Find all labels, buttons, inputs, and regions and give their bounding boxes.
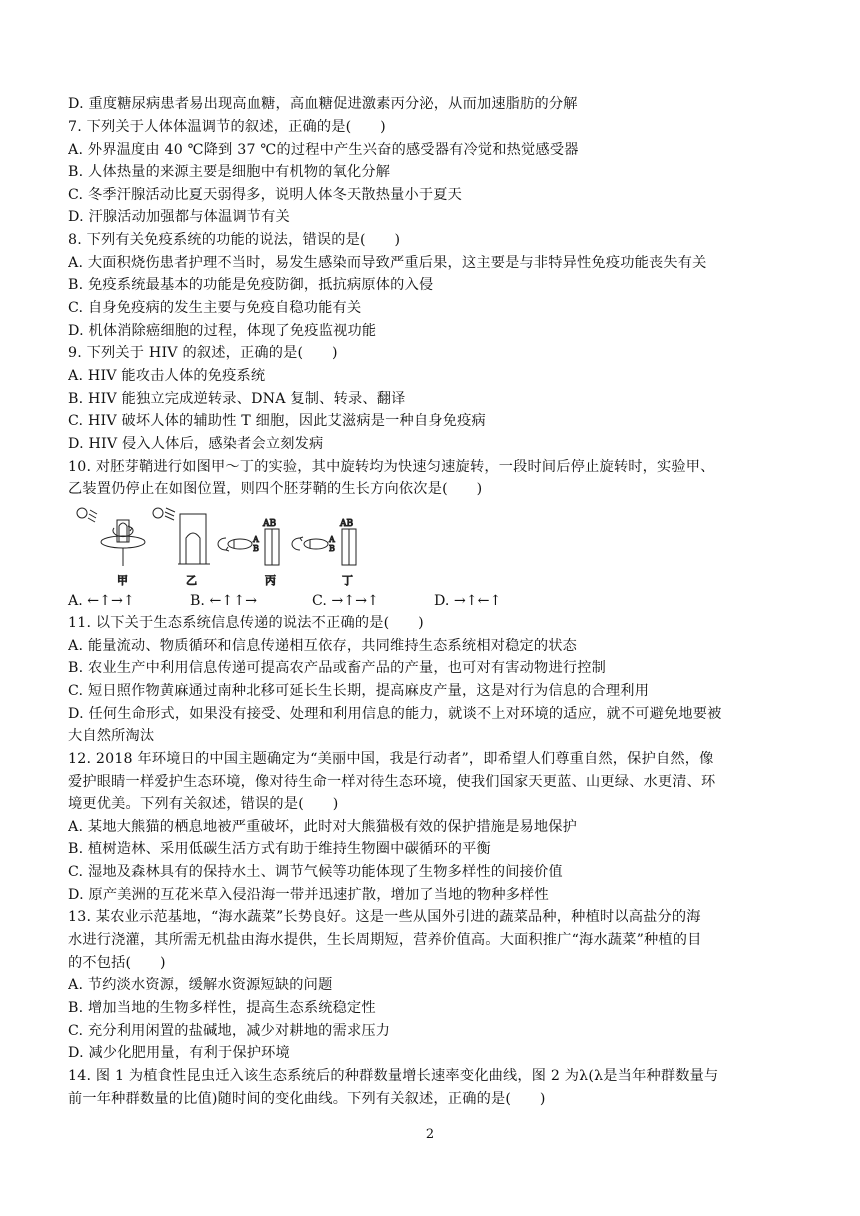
label-bing: 丙 [265,574,276,587]
question-12-option-c: C. 湿地及森林具有的保持水土、调节气候等功能体现了生物多样性的间接价值 [68,864,563,880]
question-12-stem-line-1: 12. 2018 年环境日的中国主题确定为“美丽中国，我是行动者”，即希望人们尊重自然，保护自然，像 [68,751,714,767]
question-12-option-d: D. 原产美洲的互花米草入侵沿海一带并迅速扩散，增加了当地的物种多样性 [68,887,549,903]
question-7-option-c: C. 冬季汗腺活动比夏天弱得多，说明人体冬天散热量小于夏天 [68,187,463,203]
question-10-option-c: C. →↑→↑ [312,593,379,609]
question-11-option-d-line-2: 大自然所淘汰 [68,728,155,744]
question-14-stem-line-1: 14. 图 1 为植食性昆虫迁入该生态系统后的种群数量增长速率变化曲线，图 2 为λ(λ是当年种群数量与 [68,1068,719,1084]
question-12-stem-line-2: 爱护眼睛一样爱护生态环境，像对待生命一样对待生态环境，使我们国家天更蓝、山更绿、水更清、环 [68,774,716,790]
question-9-option-b: B. HIV 能独立完成逆转录、DNA 复制、转录、翻译 [68,391,406,407]
question-11-option-d-line-1: D. 任何生命形式，如果没有接受、处理和利用信息的能力，就谈不上对环境的适应，就不可避免地要被 [68,706,722,722]
question-10-option-b: B. ←↑↑→ [190,593,257,609]
label-jia: 甲 [117,574,128,587]
question-12-stem-line-3: 境更优美。下列有关叙述，错误的是( ) [68,796,339,812]
question-7-option-d: D. 汗腺活动加强都与体温调节有关 [68,209,290,225]
question-13-option-d: D. 减少化肥用量，有利于保护环境 [68,1045,290,1061]
coleoptile-diagram [68,504,368,588]
question-13-option-c: C. 充分利用闲置的盐碱地，减少对耕地的需求压力 [68,1023,391,1039]
question-8-option-d: D. 机体消除癌细胞的过程，体现了免疫监视功能 [68,323,377,339]
light-source-icon [153,508,163,518]
question-7-stem: 7. 下列关于人体体温调节的叙述，正确的是( ) [68,119,386,135]
question-7-option-a: A. 外界温度由 40 ℃降到 37 ℃的过程中产生兴奋的感受器有冷觉和热觉感受器 [68,142,579,158]
question-9-option-a: A. HIV 能攻击人体的免疫系统 [68,368,266,384]
question-9-option-d: D. HIV 侵入人体后，感染者会立刻发病 [68,436,324,452]
question-8-option-c: C. 自身免疫病的发生主要与免疫自稳功能有关 [68,300,362,316]
question-8-stem: 8. 下列有关免疫系统的功能的说法，错误的是( ) [68,232,401,248]
question-10-option-d: D. →↑←↑ [434,593,502,609]
letter-b: B [329,544,335,553]
question-12-option-a: A. 某地大熊猫的栖息地被严重破坏，此时对大熊猫极有效的保护措施是易地保护 [68,819,578,835]
question-8-option-b: B. 免疫系统最基本的功能是免疫防御，抵抗病原体的入侵 [68,277,434,293]
setup-bing [218,519,279,587]
question-13-option-a: A. 节约淡水资源，缓解水资源短缺的问题 [68,977,333,993]
ab-label: AB [340,519,354,529]
question-11-option-b: B. 农业生产中利用信息传递可提高农产品或畜产品的产量，也可对有害动物进行控制 [68,660,606,676]
label-yi: 乙 [186,574,197,587]
ab-label: AB [263,519,277,529]
setup-jia [77,508,145,587]
question-10-options [68,590,668,612]
question-13-stem-line-1: 13. 某农业示范基地，“海水蔬菜”长势良好。这是一些从国外引进的蔬菜品种，种植时以高盐分的海 [68,909,701,925]
page-number: 2 [425,1127,435,1142]
question-13-stem-line-2: 水进行浇灌，其所需无机盐由海水提供，生长周期短，营养价值高。大面积推广“海水蔬菜”种植的目 [68,932,702,948]
question-11-option-a: A. 能量流动、物质循环和信息传递相互依存，共同维持生态系统相对稳定的状态 [68,638,578,654]
question-13-option-b: B. 增加当地的生物多样性，提高生态系统稳定性 [68,1000,376,1016]
question-9-option-c: C. HIV 破坏人体的辅助性 T 细胞，因此艾滋病是一种自身免疫病 [68,413,486,429]
question-11-option-c: C. 短日照作物黄麻通过南种北移可延长生长期，提高麻皮产量，这是对行为信息的合理利用 [68,683,650,699]
letter-a: A [253,535,259,544]
label-ding: 丁 [342,574,353,587]
coleoptile-experiment-figure [68,504,368,588]
question-10-stem-line-1: 10. 对胚芽鞘进行如图甲～丁的实验，其中旋转均为快速匀速旋转，一段时间后停止旋转时，实验甲、 [68,459,715,475]
question-6-option-d: D. 重度糖尿病患者易出现高血糖，高血糖促进激素丙分泌，从而加速脂肪的分解 [68,96,578,112]
question-10-option-a: A. ←↑→↑ [68,593,135,609]
letter-b: B [253,544,259,553]
question-7-option-b: B. 人体热量的来源主要是细胞中有机物的氧化分解 [68,164,391,180]
question-12-option-b: B. 植树造林、采用低碳生活方式有助于维持生物圈中碳循环的平衡 [68,841,491,857]
light-source-icon [77,508,87,518]
question-13-stem-line-3: 的不包括( ) [68,955,166,971]
question-11-stem: 11. 以下关于生态系统信息传递的说法不正确的是( ) [68,615,424,631]
question-8-option-a: A. 大面积烧伤患者护理不当时，易发生感染而导致严重后果，这主要是与非特异性免疫功能丧失有关 [68,255,707,271]
question-10-stem-line-2: 乙装置仍停止在如图位置，则四个胚芽鞘的生长方向依次是( ) [68,481,483,497]
setup-yi [153,508,210,587]
letter-a: A [329,535,335,544]
question-14-stem-line-2: 前一年种群数量的比值)随时间的变化曲线。下列有关叙述，正确的是( ) [68,1091,546,1107]
question-9-stem: 9. 下列关于 HIV 的叙述，正确的是( ) [68,345,338,361]
setup-ding [292,519,356,587]
